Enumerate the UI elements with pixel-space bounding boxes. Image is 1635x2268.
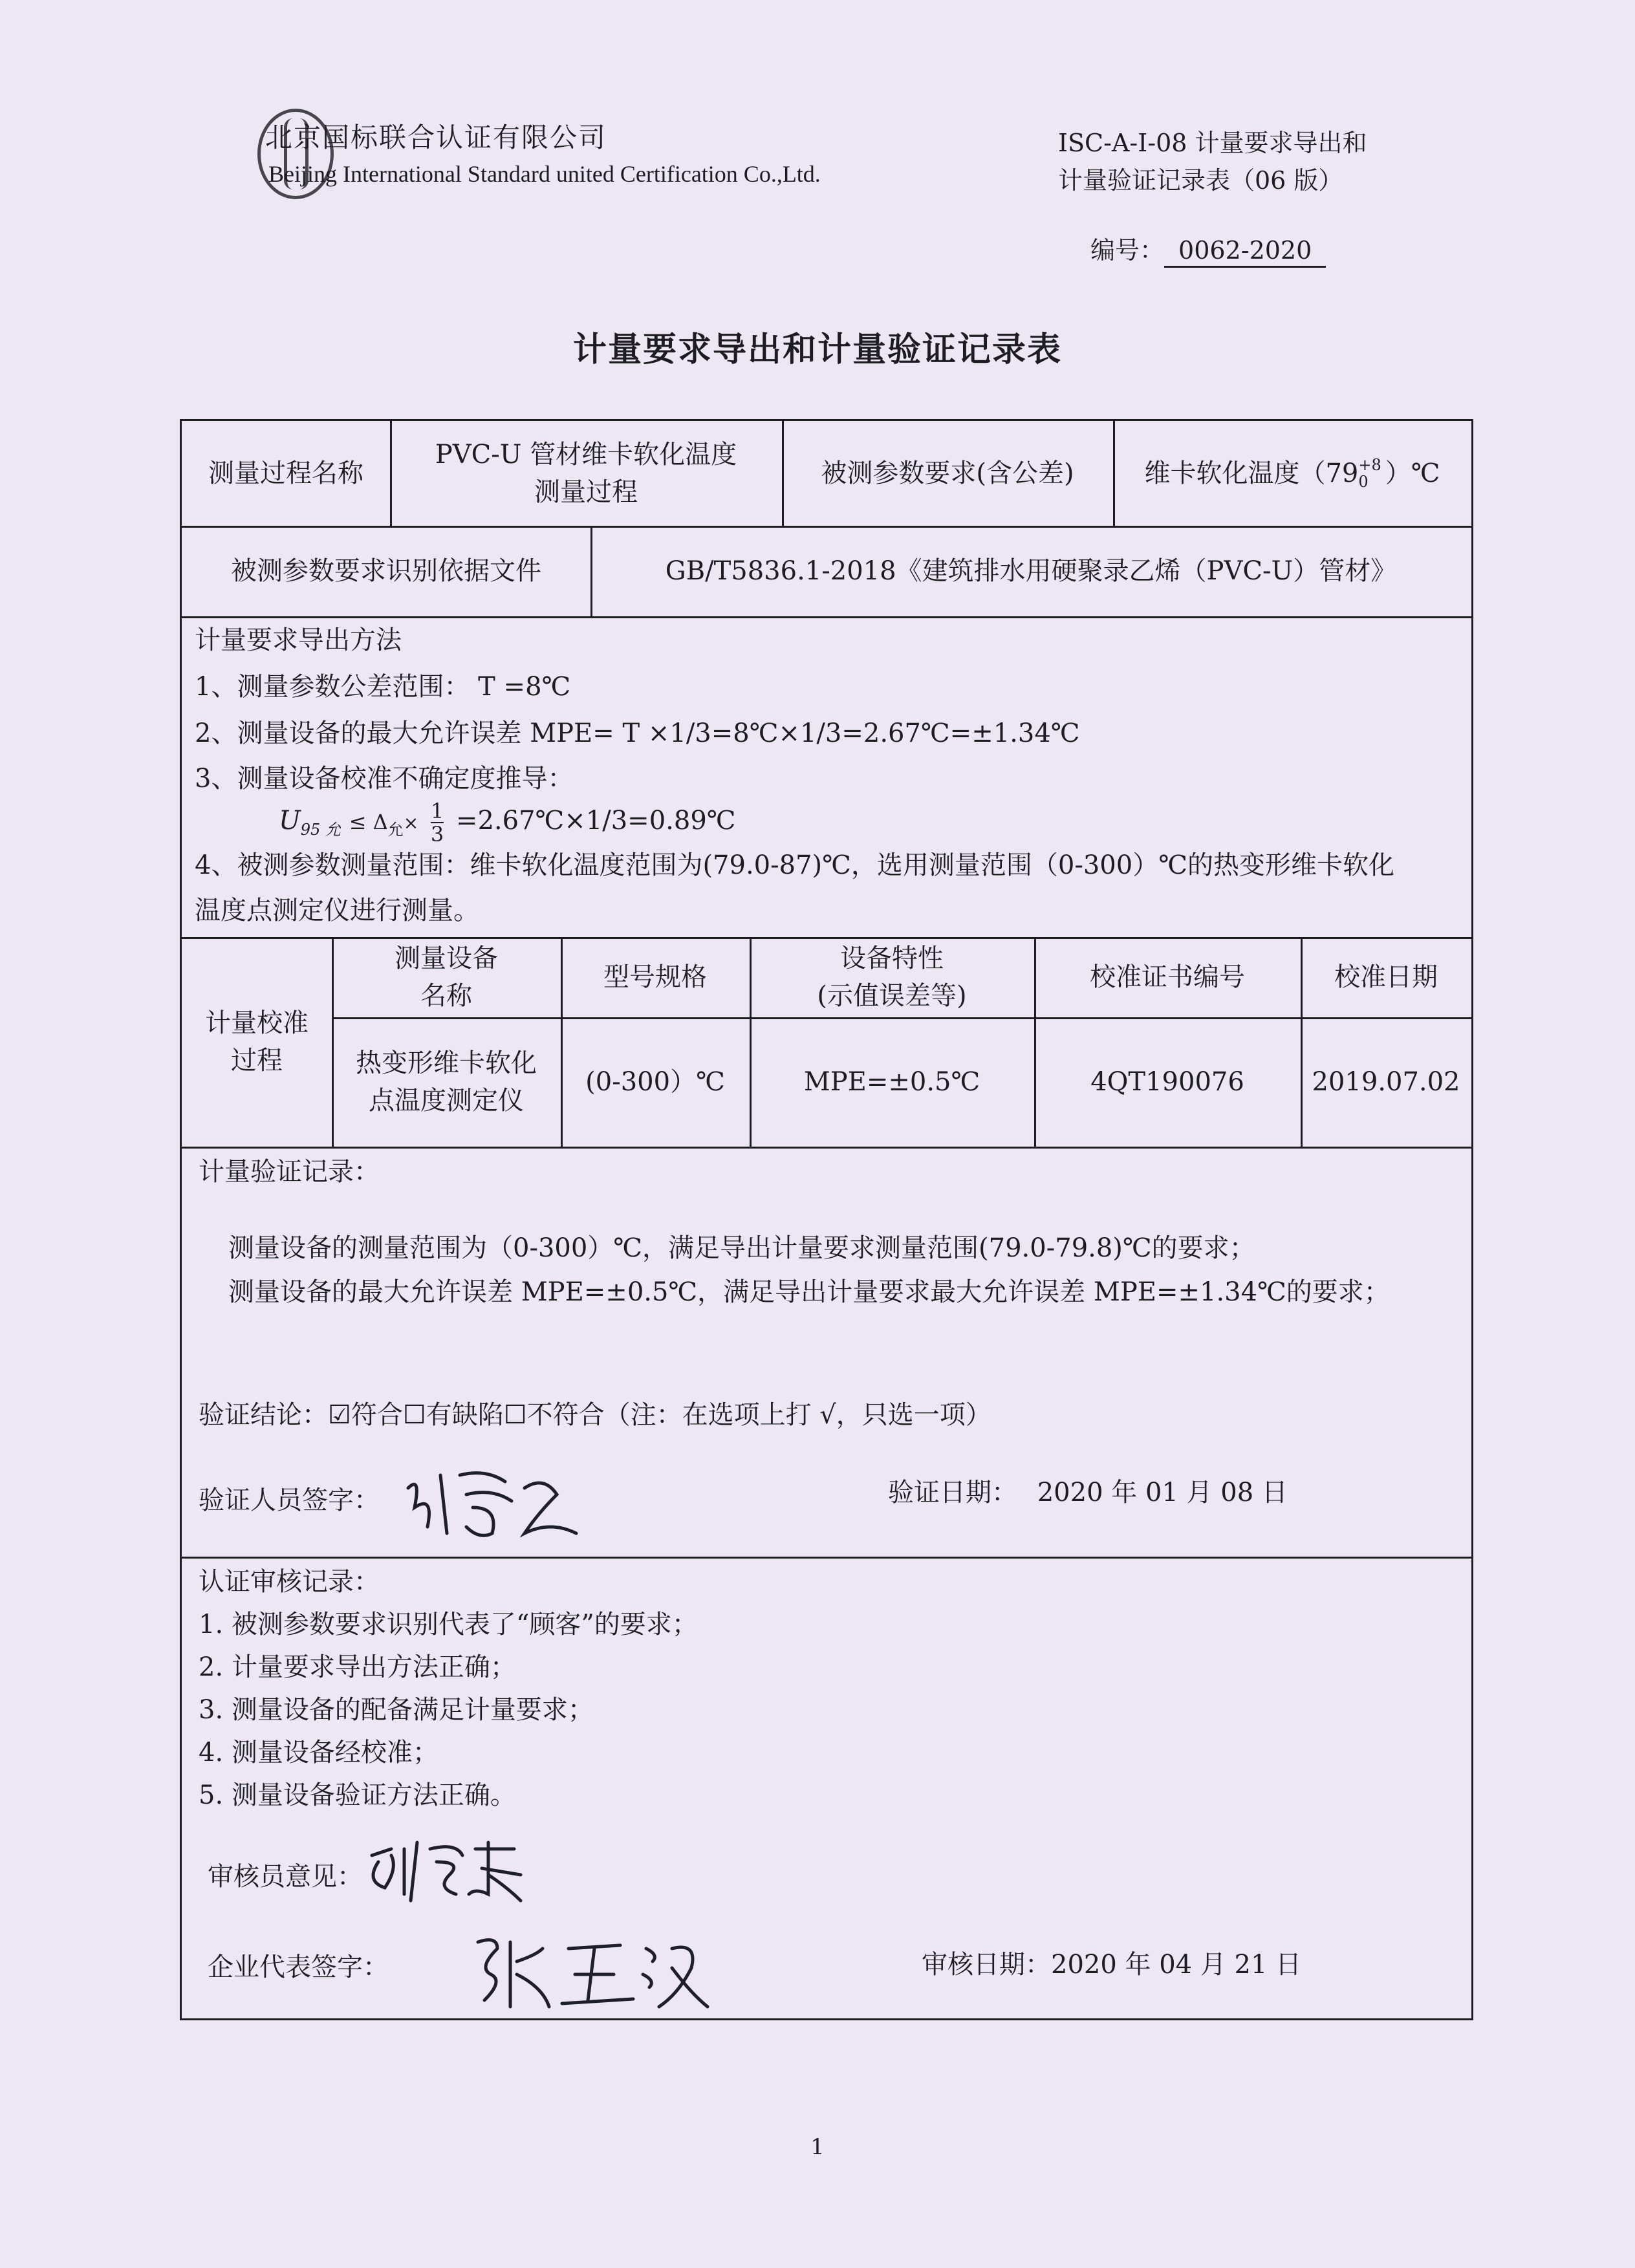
process-name-value-line2: 测量过程 <box>534 477 638 507</box>
page-number: 1 <box>810 2134 825 2160</box>
formula-numerator: 1 <box>430 799 444 823</box>
formula-le: ≤ Δ <box>349 810 388 834</box>
param-requirement-value <box>1113 421 1471 526</box>
document-code <box>1058 124 1367 199</box>
verifier-signature-label: 验证人员签字： <box>199 1485 380 1515</box>
formula-fraction <box>431 800 444 845</box>
header-cert-number: 校准证书编号 <box>1090 962 1245 992</box>
record-table <box>180 419 1473 2020</box>
serial-value: 0062-2020 <box>1164 236 1326 268</box>
derivation-item-3: 3、测量设备校准不确定度推导： <box>195 764 574 794</box>
serial-label: 编号： <box>1090 236 1165 265</box>
verification-conclusion: 验证结论：☑符合☐有缺陷☐不符合（注：在选项上打 √，只选一项） <box>199 1400 991 1430</box>
header-device-name <box>332 937 561 1017</box>
auditor-opinion-label: 审核员意见： <box>208 1862 363 1892</box>
enterprise-rep-signature <box>465 1923 711 2020</box>
verification-line-2: 测量设备的最大允许误差 MPE=±0.5℃，满足导出计量要求最大允许误差 MPE=±1.34℃的要求； <box>228 1277 1390 1307</box>
calibration-date-value: 2019.07.02 <box>1312 1067 1460 1097</box>
auditor-signature <box>359 1830 527 1907</box>
header-feature <box>750 937 1034 1017</box>
header-feature-line2: (示值误差等) <box>817 981 967 1011</box>
company-name-cn: 北京国标联合认证有限公司 <box>265 122 607 153</box>
param-tolerance-upper: +8 <box>1358 456 1381 474</box>
cert-number-value: 4QT190076 <box>1090 1067 1244 1097</box>
calibration-label-line1: 计量校准 <box>205 1008 309 1038</box>
param-tolerance-lower: 0 <box>1358 473 1369 491</box>
header-model: 型号规格 <box>603 962 707 992</box>
divider <box>182 1147 1471 1149</box>
calibration-label-line2: 过程 <box>231 1046 283 1075</box>
derivation-item-4-line1: 4、被测参数测量范围：维卡软化温度范围为(79.0-87)℃，选用测量范围（0-300）℃的热变形维卡软化 <box>195 850 1394 880</box>
formula-times: × <box>403 812 419 834</box>
audit-item-3: 3. 测量设备的配备满足计量要求； <box>199 1695 594 1725</box>
header-device-name-line1: 测量设备 <box>395 944 498 973</box>
device-name-line1: 热变形维卡软化 <box>356 1048 537 1078</box>
basis-document-label: 被测参数要求识别依据文件 <box>231 556 541 586</box>
param-tolerance <box>1358 457 1381 490</box>
derivation-item-2: 2、测量设备的最大允许误差 MPE= T ×1/3=8℃×1/3=2.67℃=±1.34℃ <box>195 718 1080 748</box>
calibration-section-label <box>182 937 332 1147</box>
verification-date <box>888 1474 1288 1511</box>
process-name-value <box>390 421 782 526</box>
device-name-line2: 点温度测定仪 <box>369 1086 524 1116</box>
model-value: (0-300）℃ <box>585 1067 725 1097</box>
derivation-item-4-line2: 温度点测定仪进行测量。 <box>195 896 479 925</box>
formula-result: =2.67℃×1/3=0.89℃ <box>455 806 736 836</box>
feature-value: MPE=±0.5℃ <box>803 1067 980 1097</box>
verification-heading: 计量验证记录： <box>199 1157 380 1187</box>
audit-date-value: 2020 年 04 月 21 日 <box>1051 1950 1302 1980</box>
divider <box>182 1557 1471 1559</box>
formula-u: U <box>279 806 301 836</box>
formula-u-subscript: 95 允 <box>300 821 341 839</box>
derivation-item-1: 1、测量参数公差范围： T =8℃ <box>195 672 571 702</box>
verification-date-label: 验证日期： <box>888 1478 1017 1507</box>
verification-line-1: 测量设备的测量范围为（0-300）℃，满足导出计量要求测量范围(79.0-79.8)℃的要求； <box>228 1233 1255 1263</box>
formula-delta-subscript: 允 <box>387 821 404 839</box>
audit-item-4: 4. 测量设备经校准； <box>199 1738 439 1767</box>
header-calibration-date: 校准日期 <box>1334 962 1438 992</box>
device-name-value <box>332 1017 561 1147</box>
audit-item-2: 2. 计量要求导出方法正确； <box>199 1652 516 1682</box>
process-name-value-line1: PVC-U 管材维卡软化温度 <box>435 440 737 470</box>
divider <box>182 616 1471 618</box>
basis-document-value: GB/T5836.1-2018《建筑排水用硬聚录乙烯（PVC-U）管材》 <box>665 556 1397 586</box>
param-requirement-label: 被测参数要求(含公差) <box>821 459 1074 488</box>
param-value-suffix: ）℃ <box>1385 459 1440 488</box>
audit-item-1: 1. 被测参数要求识别代表了“顾客”的要求； <box>199 1610 698 1639</box>
document-code-line1: ISC-A-I-08 计量要求导出和 <box>1058 129 1367 157</box>
audit-item-5: 5. 测量设备验证方法正确。 <box>199 1780 516 1810</box>
audit-date-label: 审核日期： <box>922 1950 1051 1980</box>
formula-denominator: 3 <box>430 822 444 847</box>
serial-number <box>1090 230 1326 268</box>
header-feature-line1: 设备特性 <box>840 944 944 973</box>
verification-date-value: 2020 年 01 月 08 日 <box>1037 1478 1288 1507</box>
audit-date <box>922 1946 1301 1983</box>
derivation-heading: 计量要求导出方法 <box>195 625 402 655</box>
audit-heading: 认证审核记录： <box>199 1567 380 1597</box>
verifier-signature <box>395 1449 589 1546</box>
param-value-prefix: 维卡软化温度（79 <box>1144 459 1359 488</box>
enterprise-rep-signature-label: 企业代表签字： <box>208 1952 389 1982</box>
header-device-name-line2: 名称 <box>420 981 472 1011</box>
page-title: 计量要求导出和计量验证记录表 <box>572 330 1062 369</box>
document-code-line2: 计量验证记录表（06 版） <box>1058 166 1343 195</box>
process-name-label: 测量过程名称 <box>208 459 363 488</box>
company-name-en: Beijing International Standard united Certification Co.,Ltd. <box>268 161 821 187</box>
